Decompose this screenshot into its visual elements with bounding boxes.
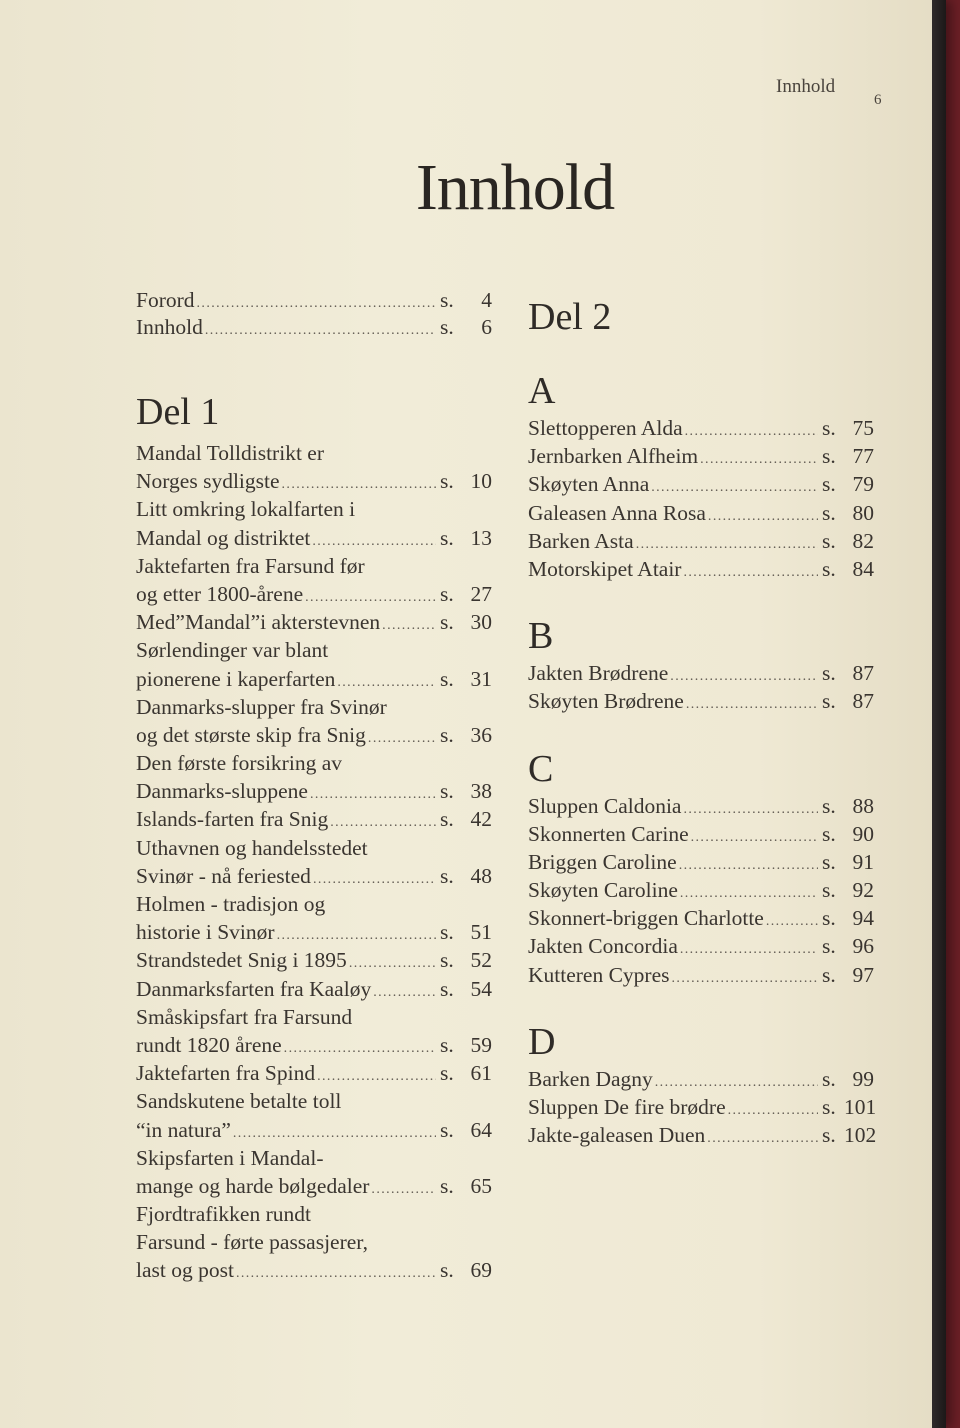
toc-page-number: 31: [470, 666, 492, 691]
toc-entry-label: Kutteren Cypres: [528, 962, 670, 987]
page-prefix: s.: [822, 906, 836, 931]
dot-leader: [683, 559, 818, 587]
page-prefix: s.: [440, 976, 454, 1001]
toc-page-number: 36: [470, 722, 492, 747]
toc-entry: [528, 848, 874, 876]
toc-entry: [528, 687, 874, 715]
page-prefix: s.: [822, 416, 836, 440]
toc-entry-label: og det største skip fra Snig: [136, 722, 366, 747]
toc-entry-label: Jakte-galeasen Duen: [528, 1123, 706, 1148]
page-number: 6: [874, 92, 882, 108]
toc-page-number: 59: [470, 1032, 492, 1057]
toc-entry: [136, 975, 492, 1003]
toc-page-number: 80: [852, 500, 874, 525]
toc-entry: [136, 721, 492, 749]
toc-entry-line: Litt omkring lokalfarten i: [136, 497, 356, 522]
toc-entry-label: Jernbarken Alfheim: [528, 444, 699, 469]
letter-heading: A: [528, 370, 556, 412]
toc-entry-label: Galeasen Anna Rosa: [528, 500, 706, 525]
toc-entry-label: Strandstedet Snig i 1895: [136, 948, 347, 973]
book-spine: [932, 0, 946, 1428]
toc-page-number: 94: [852, 906, 874, 931]
toc-entry: [528, 442, 874, 470]
page-prefix: s.: [822, 1095, 836, 1119]
page-prefix: s.: [822, 661, 836, 686]
dot-leader: [205, 317, 436, 344]
toc-entry: [528, 414, 874, 442]
page-prefix: s.: [440, 1032, 454, 1057]
toc-entry-label: Skøyten Caroline: [528, 878, 678, 903]
toc-entry-label: og etter 1800-årene: [136, 581, 304, 606]
toc-entry-label: last og post: [136, 1258, 234, 1283]
toc-entry-line: Farsund - førte passasjerer,: [136, 1230, 368, 1255]
toc-entry: [136, 805, 492, 833]
toc-entry-label: Jakten Brødrene: [528, 661, 669, 686]
toc-entry: [136, 1031, 492, 1059]
toc-entry-label: Skøyten Brødrene: [528, 689, 684, 714]
toc-entry: [528, 1121, 877, 1149]
toc-entry-line: Fjordtrafikken rundt: [136, 1202, 311, 1227]
toc-page-number: 4: [481, 288, 492, 312]
toc-entry-line: Sandskutene betalte toll: [136, 1089, 342, 1114]
toc-page-number: 27: [470, 581, 492, 606]
page-prefix: s.: [822, 1066, 836, 1091]
toc-entry-label: Barken Asta: [528, 528, 634, 553]
toc-entry-label: Svinør - nå feriested: [136, 863, 311, 888]
toc-entry-label: Innhold: [136, 315, 203, 339]
toc-page-number: 97: [852, 962, 874, 987]
page-prefix: s.: [822, 689, 836, 714]
toc-page-number: 88: [852, 793, 874, 818]
toc-entry-label: Mandal og distriktet: [136, 525, 311, 550]
part2-heading: Del 2: [528, 296, 612, 338]
page-prefix: s.: [440, 1061, 454, 1086]
toc-entry: [136, 777, 492, 805]
toc-entry-line: Uthavnen og handelsstedet: [136, 835, 368, 860]
toc-page-number: 10: [470, 469, 492, 494]
toc-entry-label: Norges sydligste: [136, 469, 280, 494]
page-title: Innhold: [415, 151, 615, 224]
page-prefix: s.: [822, 444, 836, 469]
toc-entry: [528, 527, 874, 555]
toc-page-number: 91: [852, 849, 874, 874]
page-prefix: s.: [822, 500, 836, 525]
toc-entry: [528, 904, 874, 932]
toc-entry-line: Den første forsikring av: [136, 751, 342, 776]
toc-page-number: 82: [852, 528, 874, 553]
toc-page-number: 87: [852, 661, 874, 686]
toc-entry-label: Slettopperen Alda: [528, 416, 683, 440]
toc-entry-forord: [136, 287, 492, 314]
page-prefix: s.: [822, 849, 836, 874]
part2-entry-list: [528, 344, 877, 1149]
toc-page-number: 69: [470, 1258, 492, 1283]
page-prefix: s.: [440, 315, 454, 339]
toc-entry: [136, 467, 492, 495]
running-head: Innhold: [776, 76, 836, 97]
toc-entry-line: Skipsfarten i Mandal-: [136, 1145, 324, 1170]
page-prefix: s.: [440, 1117, 454, 1142]
dot-leader: [686, 691, 818, 719]
page-prefix: s.: [440, 581, 454, 606]
page-prefix: s.: [440, 1173, 454, 1198]
toc-page-number: 99: [852, 1066, 874, 1091]
toc-entry-label: rundt 1820 årene: [136, 1032, 282, 1057]
toc-entry-label: Jaktefarten fra Spind: [136, 1061, 316, 1086]
page-prefix: s.: [440, 863, 454, 888]
toc-entry: [528, 499, 874, 527]
toc-entry: [136, 580, 492, 608]
toc-entry: [136, 1116, 492, 1144]
toc-entry: [528, 792, 874, 820]
toc-entry-label: Briggen Caroline: [528, 849, 677, 874]
page-prefix: s.: [440, 288, 454, 312]
page-prefix: s.: [440, 779, 454, 804]
page-prefix: s.: [440, 610, 454, 635]
page-prefix: s.: [822, 528, 836, 553]
toc-page-number: 6: [481, 315, 492, 339]
left-column: [136, 287, 492, 1285]
page-prefix: s.: [440, 469, 454, 494]
right-column: [528, 290, 877, 1149]
toc-entry-line: Sørlendinger var blant: [136, 638, 329, 663]
letter-heading: D: [528, 1020, 556, 1063]
toc-page-number: 79: [852, 472, 874, 497]
dot-leader: [672, 965, 818, 993]
page-prefix: s.: [440, 948, 454, 973]
toc-page-number: 101: [844, 1095, 877, 1119]
page-prefix: s.: [440, 722, 454, 747]
toc-entry: [528, 1093, 877, 1121]
toc-entry-label: mange og harde bølgedaler: [136, 1173, 370, 1198]
toc-entry-label: Sluppen De fire brødre: [528, 1095, 726, 1119]
letter-heading: B: [528, 615, 554, 658]
toc-page-number: 92: [852, 878, 874, 903]
toc-entry-label: Sluppen Caldonia: [528, 793, 682, 818]
toc-entry-line: Småskipsfart fra Farsund: [136, 1004, 353, 1029]
page-prefix: s.: [822, 556, 836, 581]
page-prefix: s.: [440, 1258, 454, 1283]
toc-entry: [136, 946, 492, 974]
toc-page-number: 52: [470, 948, 492, 973]
toc-entry-innhold: [136, 314, 492, 341]
toc-entry-label: Skøyten Anna: [528, 472, 650, 497]
toc-entry-label: Motorskipet Atair: [528, 556, 682, 581]
dot-leader: [236, 1260, 436, 1288]
toc-page-number: 65: [470, 1173, 492, 1198]
toc-entry: [136, 1172, 492, 1200]
toc-entry-label: historie i Svinør: [136, 920, 275, 945]
toc-entry: [528, 470, 874, 498]
part1-heading: Del 1: [136, 391, 220, 433]
page-prefix: s.: [440, 920, 454, 945]
page-prefix: s.: [440, 525, 454, 550]
page-prefix: s.: [822, 821, 836, 846]
page-prefix: s.: [440, 666, 454, 691]
toc-page-number: 30: [470, 610, 492, 635]
toc-entry-label: Islands-farten fra Snig: [136, 807, 329, 832]
toc-page-number: 96: [852, 934, 874, 959]
toc-page-number: 64: [470, 1117, 492, 1142]
toc-entry: [528, 659, 874, 687]
toc-page-number: 75: [852, 416, 874, 440]
toc-entry: [136, 524, 492, 552]
letter-heading: C: [528, 747, 554, 790]
page-prefix: s.: [822, 878, 836, 903]
page-prefix: s.: [822, 934, 836, 959]
toc-page-number: 42: [470, 807, 492, 832]
toc-entry-label: Barken Dagny: [528, 1066, 653, 1091]
toc-page-number: 77: [852, 444, 874, 469]
toc-page-number: 90: [852, 821, 874, 846]
toc-entry-label: pionerene i kaperfarten: [136, 666, 336, 691]
toc-entry-label: Danmarks-sluppene: [136, 779, 308, 804]
toc-page-number: 102: [844, 1123, 877, 1148]
front-matter-list: [136, 287, 492, 341]
toc-entry: [528, 932, 874, 960]
dot-leader: [707, 1125, 818, 1153]
toc-page-number: 38: [470, 779, 492, 804]
toc-page-number: 87: [852, 689, 874, 714]
page-prefix: s.: [822, 793, 836, 818]
toc-entry-label: Med”Mandal”i akterstevnen: [136, 610, 381, 635]
toc-page-number: 54: [470, 976, 492, 1001]
toc-entry: [528, 1065, 874, 1093]
toc-entry-line: Jaktefarten fra Farsund før: [136, 553, 365, 578]
page-prefix: s.: [822, 472, 836, 497]
part1-entry-list: [136, 439, 492, 1285]
toc-page-number: 48: [470, 863, 492, 888]
toc-entry: [136, 1059, 492, 1087]
toc-entry: [136, 665, 492, 693]
toc-entry: [528, 555, 874, 583]
toc-entry-label: Danmarksfarten fra Kaaløy: [136, 976, 372, 1001]
toc-entry-line: Holmen - tradisjon og: [136, 892, 326, 916]
toc-page-number: 13: [470, 525, 492, 550]
toc-entry: [528, 961, 874, 989]
page-prefix: s.: [822, 962, 836, 987]
toc-page-number: 51: [470, 920, 492, 945]
toc-entry-label: Skonnert-briggen Charlotte: [528, 906, 764, 931]
toc-page-number: 61: [470, 1061, 492, 1086]
toc-entry-label: Skonnerten Carine: [528, 821, 689, 846]
toc-entry: [528, 876, 874, 904]
toc-entry-label: Forord: [136, 288, 195, 312]
toc-entry: [528, 820, 874, 848]
toc-entry: [136, 1256, 492, 1284]
page-prefix: s.: [822, 1123, 836, 1148]
toc-entry-line: Danmarks-slupper fra Svinør: [136, 694, 387, 719]
toc-entry-label: “in natura”: [136, 1117, 231, 1142]
toc-entry-line: Mandal Tolldistrikt er: [136, 441, 324, 465]
toc-entry: [136, 918, 492, 946]
toc-entry: [136, 862, 492, 890]
toc-entry-label: Jakten Concordia: [528, 934, 678, 959]
dot-leader: [197, 290, 436, 317]
page-prefix: s.: [440, 807, 454, 832]
toc-page-number: 84: [852, 556, 874, 581]
toc-entry: [136, 608, 492, 636]
